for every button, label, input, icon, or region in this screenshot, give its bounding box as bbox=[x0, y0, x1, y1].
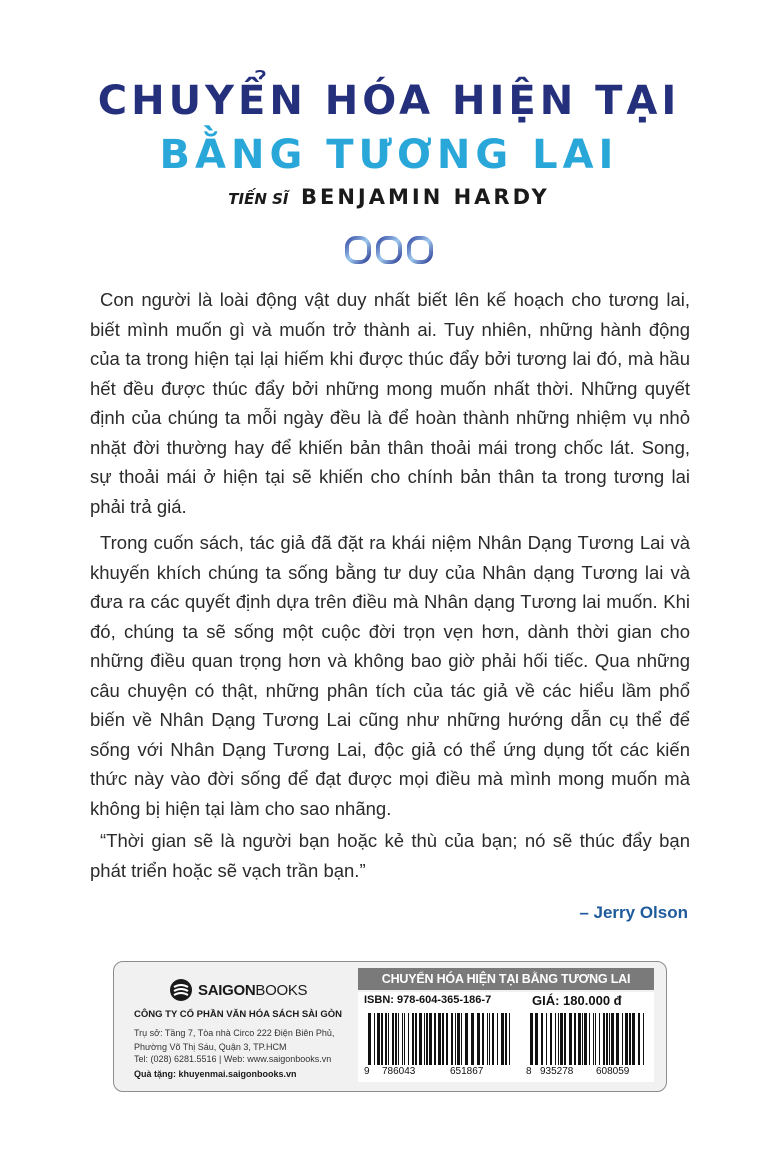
barcode-bar bbox=[589, 1013, 590, 1065]
barcode-bar bbox=[569, 1013, 572, 1065]
company-contact: Tel: (028) 6281.5516 | Web: www.saigonbooks.vn bbox=[134, 1054, 332, 1064]
barcode-bar bbox=[501, 1013, 504, 1065]
barcode-bar bbox=[625, 1013, 628, 1065]
barcode-bar bbox=[461, 1013, 462, 1065]
barcode-bar bbox=[489, 1013, 490, 1065]
barcode-bar bbox=[638, 1013, 640, 1065]
barcode-bar bbox=[574, 1013, 576, 1065]
barcode-bar bbox=[632, 1013, 635, 1065]
price-digit-group: 8 bbox=[526, 1066, 532, 1077]
barcode-bar bbox=[616, 1013, 619, 1065]
isbn-digit-group: 786043 bbox=[382, 1066, 416, 1077]
barcode-bar bbox=[550, 1013, 552, 1065]
barcode-bar bbox=[385, 1013, 387, 1065]
barcode-bar bbox=[368, 1013, 371, 1065]
barcode-bar bbox=[497, 1013, 498, 1065]
barcode-bar bbox=[398, 1013, 399, 1065]
logo-text-light: BOOKS bbox=[255, 981, 308, 999]
barcode-bar bbox=[564, 1013, 566, 1065]
barcode-bar bbox=[541, 1013, 543, 1065]
barcode-bar bbox=[582, 1013, 583, 1065]
saigonbooks-logo-icon bbox=[169, 978, 193, 1002]
barcode-bar bbox=[509, 1013, 510, 1065]
barcode-bar bbox=[395, 1013, 397, 1065]
isbn-digit-group: 9 bbox=[364, 1066, 370, 1077]
publisher-logo bbox=[169, 978, 307, 1002]
barcode-bar bbox=[465, 1013, 468, 1065]
barcode-bar bbox=[595, 1013, 596, 1065]
barcode-title: CHUYỂN HÓA HIỆN TẠI BẰNG TƯƠNG LAI bbox=[358, 968, 654, 990]
barcode-bar bbox=[455, 1013, 456, 1065]
barcode-bar bbox=[560, 1013, 563, 1065]
author-line bbox=[0, 185, 778, 209]
barcode-area bbox=[358, 992, 654, 1082]
barcode-bar bbox=[442, 1013, 444, 1065]
barcode-bar bbox=[424, 1013, 425, 1065]
isbn-barcode bbox=[364, 1013, 514, 1065]
barcode-bar bbox=[606, 1013, 608, 1065]
cover-title-line1: CHUYỂN HÓA HIỆN TẠI bbox=[97, 78, 681, 124]
barcode-bar bbox=[530, 1013, 533, 1065]
barcode-bar bbox=[471, 1013, 474, 1065]
barcode-bar bbox=[434, 1013, 436, 1065]
barcode-bar bbox=[457, 1013, 460, 1065]
barcode-bar bbox=[599, 1013, 600, 1065]
barcode-bar bbox=[419, 1013, 422, 1065]
barcode-bar bbox=[388, 1013, 389, 1065]
isbn-digit-group: 651867 bbox=[450, 1066, 484, 1077]
logo-text-bold: SAIGON bbox=[198, 981, 256, 999]
barcode-bar bbox=[377, 1013, 380, 1065]
barcode-bar bbox=[426, 1013, 428, 1065]
barcode-bar bbox=[593, 1013, 594, 1065]
barcode-bar bbox=[492, 1013, 494, 1065]
barcode-bar bbox=[558, 1013, 559, 1065]
price-digit-group: 608059 bbox=[596, 1066, 630, 1077]
barcode-bar bbox=[584, 1013, 587, 1065]
barcode-bar bbox=[629, 1013, 631, 1065]
barcode-bar bbox=[451, 1013, 453, 1065]
barcode-bar bbox=[404, 1013, 405, 1065]
barcode-bar bbox=[482, 1013, 484, 1065]
barcode-bar bbox=[408, 1013, 409, 1065]
price-barcode bbox=[526, 1013, 650, 1065]
cover-title-line2: BẰNG TƯƠNG LAI bbox=[159, 132, 619, 178]
description-paragraph-1: Con người là loài động vật duy nhất biết lên kế hoạch cho tương lai, biết mình muốn gì và muốn trở thành ai. Tuy nhiên, những hành động của ta trong hiện tại lại hiếm khi được thúc đẩy bởi tương lai đó, mà hầu hết đều được thúc đẩy bởi những mong muốn nhất thời. Những quyết định của chúng ta mỗi ngày đều là để hoàn thành những nhiệm vụ nhỏ nhặt đời thường hay để khiến bản thân thoải mái trong chốc lát. Song, sự thoải mái ở hiện tại sẽ khiến cho chính bản thân ta trong tương lai phải trả giá. bbox=[90, 289, 690, 517]
barcode-bar bbox=[477, 1013, 480, 1065]
quote-text: “Thời gian sẽ là người bạn hoặc kẻ thù của bạn; nó sẽ thúc đẩy bạn phát triển hoặc sẽ vạch trần bạn.” bbox=[90, 830, 690, 881]
company-gift: Quà tặng: khuyenmai.saigonbooks.vn bbox=[134, 1069, 297, 1079]
price-digit-group: 935278 bbox=[540, 1066, 574, 1077]
barcode-bar bbox=[643, 1013, 644, 1065]
barcode-bar bbox=[505, 1013, 507, 1065]
barcode-bar bbox=[415, 1013, 417, 1065]
barcode-bar bbox=[438, 1013, 441, 1065]
company-address: Trụ sở: Tầng 7, Tòa nhà Circo 222 Điện Biên Phủ, Phường Võ Thị Sáu, Quận 3, TP.HCM bbox=[134, 1028, 335, 1052]
barcode-bar bbox=[603, 1013, 605, 1065]
barcode-bar bbox=[578, 1013, 581, 1065]
logo-text bbox=[198, 982, 307, 999]
barcode-bar bbox=[622, 1013, 623, 1065]
barcode-bar bbox=[446, 1013, 448, 1065]
barcode-bar bbox=[535, 1013, 538, 1065]
quote-author: – Jerry Olson bbox=[579, 903, 688, 922]
barcode-bar bbox=[555, 1013, 556, 1065]
barcode-bar bbox=[546, 1013, 547, 1065]
publisher-panel bbox=[113, 961, 667, 1092]
barcode-bar bbox=[412, 1013, 414, 1065]
ornament-icon bbox=[345, 236, 433, 264]
isbn-label: ISBN: 978-604-365-186-7 bbox=[364, 994, 492, 1006]
barcode-bar bbox=[374, 1013, 375, 1065]
author-name: BENJAMIN HARDY bbox=[300, 185, 550, 209]
price-label: GIÁ: 180.000 đ bbox=[532, 993, 622, 1008]
barcode-bar bbox=[381, 1013, 383, 1065]
company-name: CÔNG TY CỔ PHẦN VĂN HÓA SÁCH SÀI GÒN bbox=[134, 1009, 342, 1020]
barcode-bar bbox=[402, 1013, 403, 1065]
barcode-bar bbox=[392, 1013, 394, 1065]
barcode-bar bbox=[609, 1013, 610, 1065]
barcode-bar bbox=[429, 1013, 432, 1065]
author-prefix: TIẾN SĨ bbox=[228, 190, 289, 208]
description-paragraph-2: Trong cuốn sách, tác giả đã đặt ra khái niệm Nhân Dạng Tương Lai và khuyến khích chúng ta sống bằng tư duy của Nhân dạng Tương lai và đưa ra các quyết định dựa trên điều mà Nhân dạng Tương lai muốn. Khi đó, chúng ta sẽ sống một cuộc đời trọn vẹn hơn, dành thời gian cho những điều quan trọng hơn và không bao giờ phải hối tiếc. Qua những câu chuyện có thật, những phân tích của tác giả về các hiểu lầm phổ biến về Nhân Dạng Tương Lai cũng như những hướng dẫn cụ thể để sống với Nhân Dạng Tương Lai, độc giả có thể ứng dụng tốt các kiến thức này vào đời sống để đạt được mọi điều mà mình mong muốn mà không bị hiện tại làm cho sao nhãng. bbox=[90, 532, 690, 819]
barcode-bar bbox=[487, 1013, 488, 1065]
barcode-bar bbox=[611, 1013, 614, 1065]
